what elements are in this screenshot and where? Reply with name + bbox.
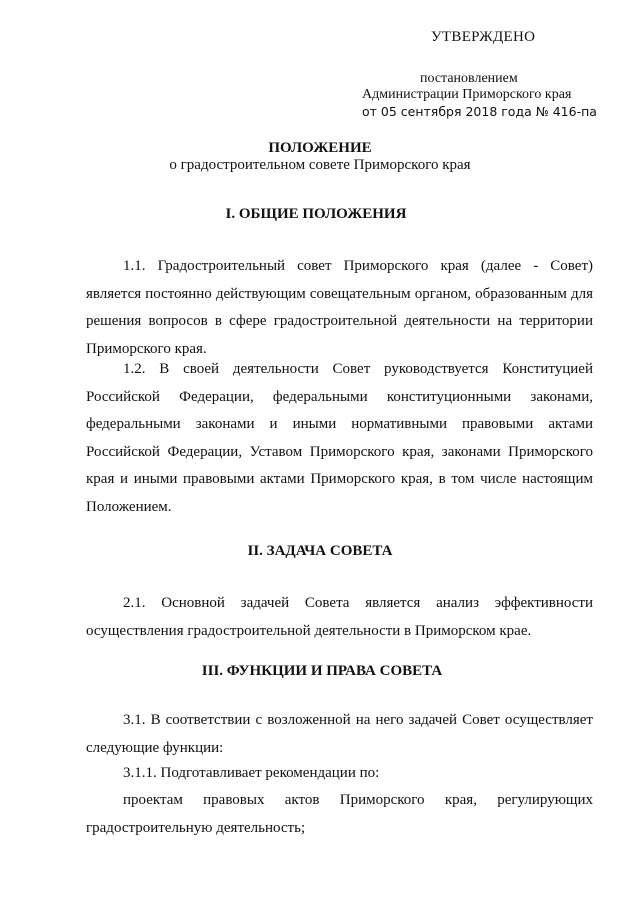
approval-line-2: Администрации Приморского края [362,87,572,102]
section-3-heading: III. ФУНКЦИИ И ПРАВА СОВЕТА [201,663,443,679]
paragraph-2-1 [86,590,593,645]
paragraph-2-1-text: 2.1. Основной задачей Совета является анализ эффективности осуществления градостроительной деятельности в Приморском крае. [86,595,593,639]
paragraph-3-1-text: 3.1. В соответствии с возложенной на него задачей Совет осуществляет следующие функции: [86,712,593,756]
paragraph-3-1-1-text: 3.1.1. Подготавливает рекомендации по: [123,765,380,781]
section-1-heading: I. ОБЩИЕ ПОЛОЖЕНИЯ [225,206,407,222]
paragraph-1-1-text: 1.1. Градостроительный совет Приморского края (далее - Совет) является постоянно действующим совещательным органом, образованным для решения вопросов в сфере градостроительной деятельности на территории Приморского края. [86,258,593,357]
approval-title: УТВЕРЖДЕНО [431,29,536,45]
paragraph-1-2-text: 1.2. В своей деятельности Совет руководствуется Конституцией Российской Федерации, федеральными конституционными законами, федеральными законами и иными нормативными правовыми актами Российской Федерации, Уставом Приморского края, законами Приморского края и иными правовыми актами Приморского края, в том числе настоящим Положением. [86,361,593,515]
paragraph-3-1-1 [123,760,593,788]
paragraph-3-1-1-item [86,787,593,842]
document-subtitle: о градостроительном совете Приморского края [169,157,471,173]
document-title: ПОЛОЖЕНИЕ [268,140,372,156]
approval-line-1: постановлением [420,71,518,86]
paragraph-3-1 [86,707,593,762]
section-2-heading: II. ЗАДАЧА СОВЕТА [247,543,393,559]
paragraph-3-1-1-item-text: проектам правовых актов Приморского края, регулирующих градостроительную деятельность; [86,792,593,836]
approval-line-3: от 05 сентября 2018 года № 416-па [362,104,597,119]
paragraph-1-1 [86,253,593,363]
paragraph-1-2 [86,356,593,521]
